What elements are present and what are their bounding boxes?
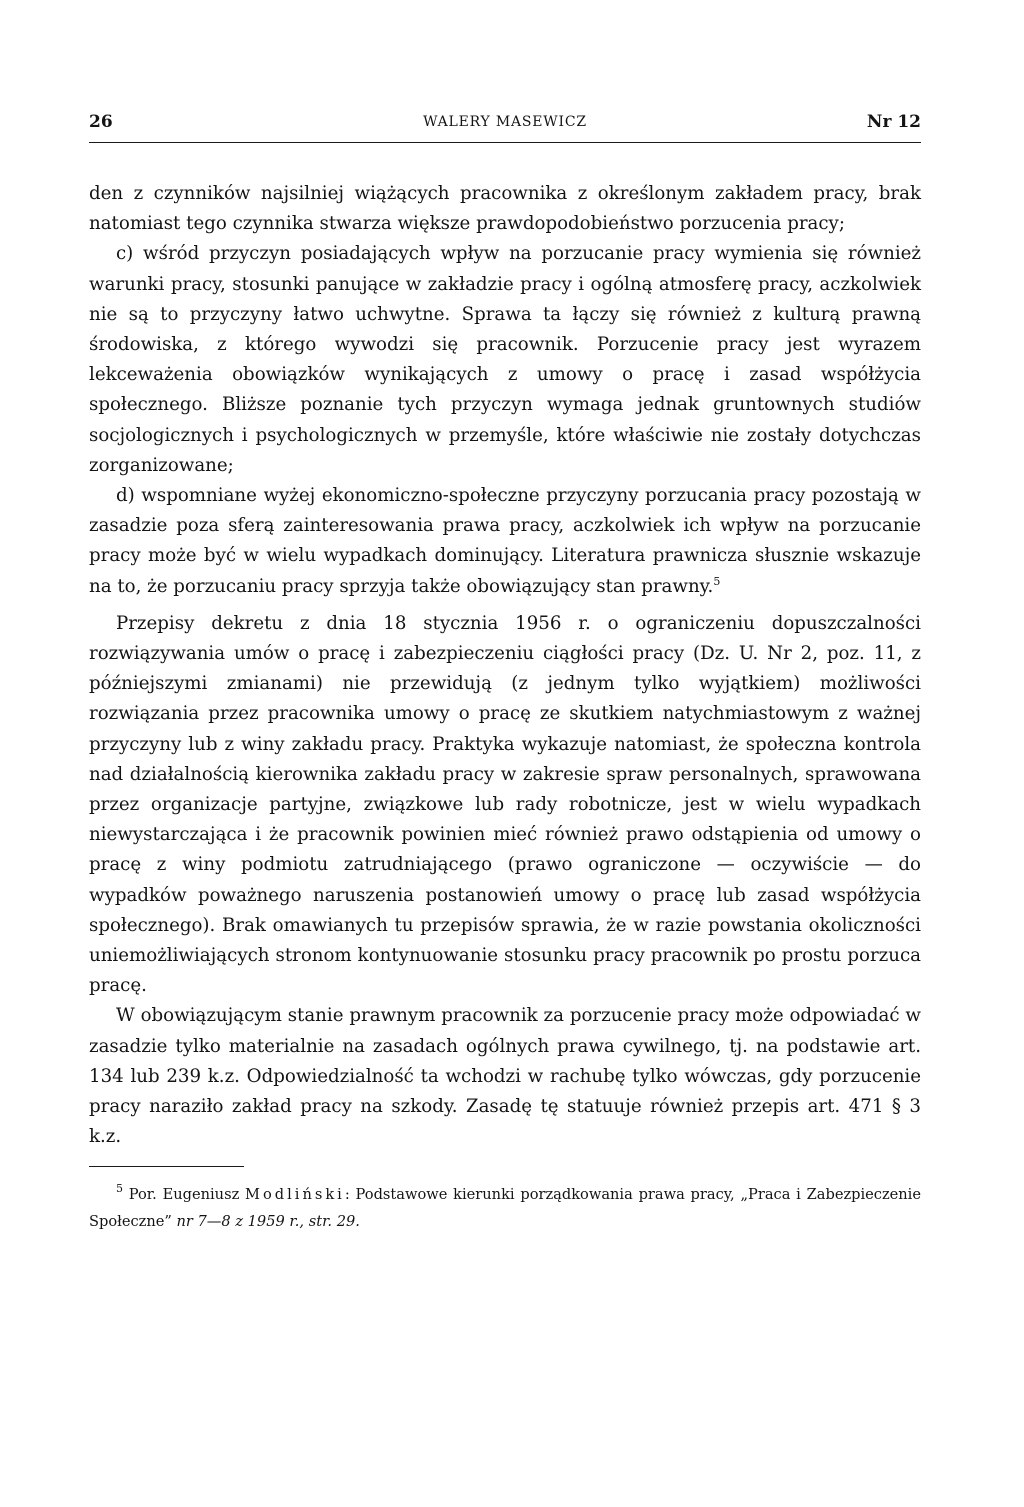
footnote-marker: 5 (116, 1181, 123, 1195)
paragraph: den z czynników najsilniej wiążących pracownika z określonym zakładem pracy, brak natomiast tego czynnika stwarza większe prawdopodobieństwo porzucenia pracy; (89, 183, 921, 235)
footnote-divider (89, 1166, 244, 1167)
paragraph: c) wśród przyczyn posiadających wpływ na porzucanie pracy wymienia się również warunki pracy, stosunki panujące w zakładzie pracy i ogólną atmosferę pracy, aczkolwiek nie są to przyczyny łatwo uchwytne. Sprawa ta łączy się również z kulturą prawną środowiska, z którego wywodzi się pracownik. Porzucenie pracy jest wyrazem lekceważenia obowiązków wynikających z umowy o pracę i zasad współżycia społecznego. Bliższe poznanie tych przyczyn wymaga jednak gruntownych studiów socjologicznych i psychologicznych w przemyśle, które właściwie nie zostały dotychczas zorganizowane; (89, 243, 921, 476)
footnote-reference: 5 (713, 574, 721, 588)
running-title: WALERY MASEWICZ (423, 114, 587, 130)
footnote (89, 1181, 921, 1235)
footnote-title: : Podstawowe kierunki porządkowania prawa pracy, „Praca i Zabezpieczenie Społeczne” (89, 1185, 921, 1230)
paragraph-text: d) wspomniane wyżej ekonomiczno-społeczne przyczyny porzucania pracy pozostają w zasadzie poza sferą zainteresowania prawa pracy, aczkolwiek ich wpływ na porzucanie pracy może być w wielu wypadkach dominujący. Literatura prawnicza słusznie wskazuje na to, że porzucaniu pracy sprzyja także obowiązujący stan prawny. (89, 485, 921, 597)
footnote-author: Modliński (245, 1185, 345, 1203)
page-number: 26 (89, 112, 113, 132)
paragraph (89, 481, 921, 602)
document-page (89, 112, 921, 1235)
footnote-prefix: Por. Eugeniusz (128, 1185, 240, 1203)
paragraph: W obowiązującym stanie prawnym pracownik za porzucenie pracy może odpowiadać w zasadzie tylko materialnie na zasadach ogólnych prawa cywilnego, tj. na podstawie art. 134 lub 239 k.z. Odpowiedzialność ta wchodzi w rachubę tylko wówczas, gdy porzucenie pracy naraziło zakład pracy na szkody. Zasadę tę statuuje również przepis art. 471 § 3 k.z. (89, 1005, 921, 1148)
body-text (89, 179, 921, 1153)
issue-number: Nr 12 (866, 112, 921, 132)
footnote-source: nr 7—8 z 1959 r., str. 29. (171, 1212, 360, 1230)
paragraph: Przepisy dekretu z dnia 18 stycznia 1956 r. o ograniczeniu dopuszczalności rozwiązywania umów o pracę i zabezpieczeniu ciągłości pracy (Dz. U. Nr 2, poz. 11, z późniejszymi zmianami) nie przewidują (z jednym tylko wyjątkiem) możliwości rozwiązania przez pracownika umowy o pracę ze skutkiem natychmiastowym z ważnej przyczyny lub z winy zakładu pracy. Praktyka wykazuje natomiast, że społeczna kontrola nad działalnością kierownika zakładu pracy w zakresie spraw personalnych, sprawowana przez organizacje partyjne, związkowe lub rady robotnicze, jest w wielu wypadkach niewystarczająca i że pracownik powinien mieć również prawo odstąpienia od umowy o pracę z winy podmiotu zatrudniającego (prawo ograniczone — oczywiście — do wypadków poważnego naruszenia postanowień umowy o pracę lub zasad współżycia społecznego). Brak omawianych tu przepisów sprawia, że w razie powstania okoliczności uniemożliwiających stronom kontynuowanie stosunku pracy pracownik po prostu porzuca pracę. (89, 612, 921, 997)
running-header (89, 112, 921, 143)
